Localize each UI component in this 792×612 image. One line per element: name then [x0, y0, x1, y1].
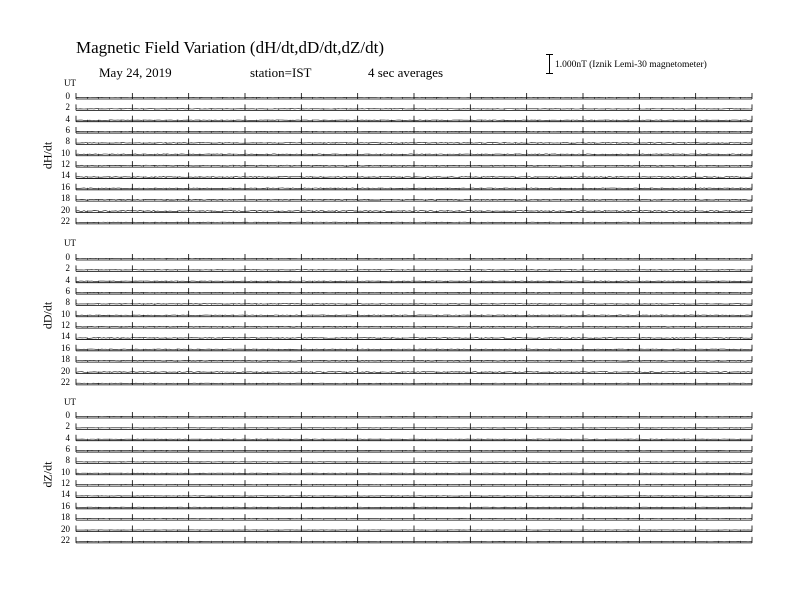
hour-label: 20	[61, 365, 70, 376]
hour-label: 10	[61, 308, 70, 319]
hour-label: 14	[61, 170, 70, 181]
hour-label: 0	[65, 91, 70, 101]
hour-label: 20	[61, 523, 70, 534]
panel-ylabel: dZ/dt	[40, 461, 55, 488]
hour-label: 0	[65, 410, 70, 420]
hour-label: 22	[61, 215, 70, 226]
hour-label: 6	[65, 125, 70, 136]
hour-label: 4	[65, 432, 70, 443]
hour-label: 4	[65, 274, 70, 285]
hour-label: 10	[61, 466, 70, 477]
scale-label: 1.000nT (Iznik Lemi-30 magnetometer)	[555, 60, 707, 70]
ut-label: UT	[64, 78, 76, 88]
hour-label: 12	[61, 159, 70, 170]
hour-label: 12	[61, 320, 70, 331]
panel-ylabel: dH/dt	[40, 141, 55, 170]
ut-label: UT	[64, 397, 76, 407]
hour-label: 6	[65, 444, 70, 455]
hour-label: 16	[61, 342, 70, 353]
hour-label: 4	[65, 113, 70, 124]
hour-label: 8	[65, 455, 70, 466]
chart-title: Magnetic Field Variation (dH/dt,dD/dt,dZ/dt)	[76, 38, 385, 57]
date-label: May 24, 2019	[99, 65, 172, 80]
hour-label: 14	[61, 489, 70, 500]
hour-label: 22	[61, 376, 70, 387]
hour-label: 6	[65, 286, 70, 297]
hour-label: 2	[65, 421, 70, 432]
panel-ylabel: dD/dt	[40, 301, 55, 330]
averaging-label: 4 sec averages	[368, 65, 444, 80]
hour-label: 20	[61, 204, 70, 215]
hour-label: 12	[61, 478, 70, 489]
hour-label: 16	[61, 181, 70, 192]
hour-label: 22	[61, 534, 70, 545]
station-label: station=IST	[250, 65, 312, 80]
hour-label: 2	[65, 263, 70, 274]
hour-label: 18	[61, 193, 70, 204]
ut-label: UT	[64, 238, 76, 248]
hour-label: 10	[61, 147, 70, 158]
hour-label: 18	[61, 512, 70, 523]
hour-label: 16	[61, 500, 70, 511]
hour-label: 18	[61, 354, 70, 365]
hour-label: 0	[65, 252, 70, 262]
hour-label: 14	[61, 331, 70, 342]
hour-label: 8	[65, 297, 70, 308]
hour-label: 8	[65, 136, 70, 147]
hour-label: 2	[65, 102, 70, 113]
